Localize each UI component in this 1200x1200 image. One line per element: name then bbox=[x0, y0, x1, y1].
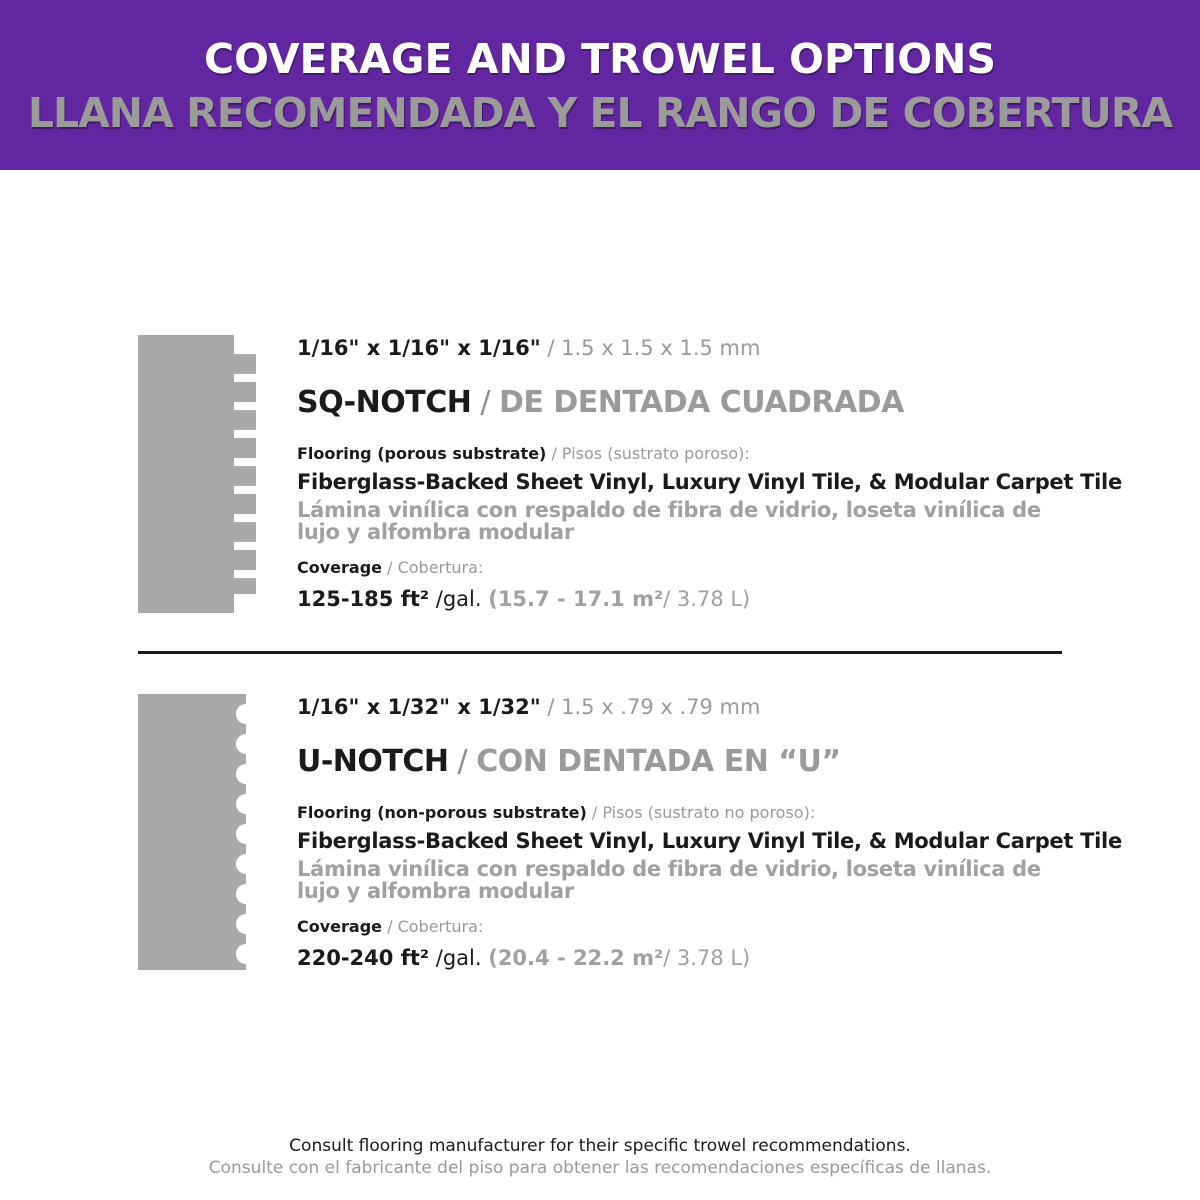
coverage-volume: / 3.78 L) bbox=[663, 946, 751, 970]
flooring-en: Flooring (porous substrate) bbox=[297, 444, 547, 463]
trowel-title-sq-notch bbox=[297, 385, 1097, 421]
products-en-u-notch: Fiberglass-Backed Sheet Vinyl, Luxury Vinyl Tile, & Modular Carpet Tile bbox=[297, 829, 1122, 853]
section-divider bbox=[138, 651, 1062, 654]
separator: / bbox=[448, 744, 477, 779]
coverage-es: Cobertura: bbox=[397, 917, 484, 936]
separator: / bbox=[540, 695, 562, 719]
flooring-label-sq-notch bbox=[297, 444, 1097, 464]
flooring-es: Pisos (sustrato poroso): bbox=[561, 444, 750, 463]
separator: / bbox=[382, 558, 398, 577]
products-es-sq-notch: Lámina vinílica con respaldo de fibra de vidrio, loseta vinílica de lujo y alfombra modular bbox=[297, 498, 1041, 544]
coverage-value-sq-notch bbox=[297, 586, 1097, 612]
coverage-volume: / 3.78 L) bbox=[663, 587, 751, 611]
coverage-en: Coverage bbox=[297, 917, 383, 936]
separator: / bbox=[382, 917, 398, 936]
square-notch-trowel-icon bbox=[138, 335, 258, 613]
dimensions-sq-notch bbox=[297, 335, 1097, 361]
dimensions-en: 1/16" x 1/32" x 1/32" bbox=[297, 695, 541, 719]
title-es: DE DENTADA CUADRADA bbox=[499, 385, 904, 420]
products-es-u-notch: Lámina vinílica con respaldo de fibra de vidrio, loseta vinílica de lujo y alfombra modular bbox=[297, 857, 1041, 903]
header-title-en: COVERAGE AND TROWEL OPTIONS bbox=[203, 35, 996, 83]
coverage-value-u-notch bbox=[297, 945, 1097, 971]
footer-note-en: Consult flooring manufacturer for their specific trowel recommendations. bbox=[289, 1136, 911, 1156]
header-title-es: LLANA RECOMENDADA Y EL RANGO DE COBERTURA bbox=[27, 89, 1173, 137]
dimensions-es: 1.5 x 1.5 x 1.5 mm bbox=[561, 336, 761, 360]
coverage-en: Coverage bbox=[297, 558, 383, 577]
coverage-metric: (15.7 - 17.1 m² bbox=[488, 587, 664, 611]
dimensions-u-notch bbox=[297, 694, 1097, 720]
coverage-label-u-notch bbox=[297, 917, 1097, 937]
coverage-metric: (20.4 - 22.2 m² bbox=[488, 946, 664, 970]
coverage-unit: /gal. bbox=[429, 587, 489, 611]
title-en: SQ-NOTCH bbox=[297, 385, 472, 420]
title-en: U-NOTCH bbox=[297, 744, 449, 779]
separator: / bbox=[586, 803, 603, 822]
products-en-sq-notch: Fiberglass-Backed Sheet Vinyl, Luxury Vinyl Tile, & Modular Carpet Tile bbox=[297, 470, 1122, 494]
flooring-label-u-notch bbox=[297, 803, 1097, 823]
flooring-en: Flooring (non-porous substrate) bbox=[297, 803, 587, 822]
dimensions-en: 1/16" x 1/16" x 1/16" bbox=[297, 336, 541, 360]
trowel-title-u-notch bbox=[297, 744, 1097, 780]
coverage-amount: 220-240 ft² bbox=[297, 946, 430, 970]
separator: / bbox=[471, 385, 500, 420]
footer-note-es: Consulte con el fabricante del piso para obtener las recomendaciones específicas de llanas. bbox=[208, 1158, 992, 1178]
separator: / bbox=[546, 444, 562, 463]
coverage-es: Cobertura: bbox=[397, 558, 484, 577]
separator: / bbox=[540, 336, 562, 360]
flooring-es: Pisos (sustrato no poroso): bbox=[602, 803, 816, 822]
coverage-amount: 125-185 ft² bbox=[297, 587, 430, 611]
coverage-label-sq-notch bbox=[297, 558, 1097, 578]
header-banner bbox=[0, 0, 1200, 170]
dimensions-es: 1.5 x .79 x .79 mm bbox=[561, 695, 761, 719]
coverage-unit: /gal. bbox=[429, 946, 489, 970]
title-es: CON DENTADA EN “U” bbox=[476, 744, 841, 779]
u-notch-trowel-icon bbox=[138, 694, 258, 970]
